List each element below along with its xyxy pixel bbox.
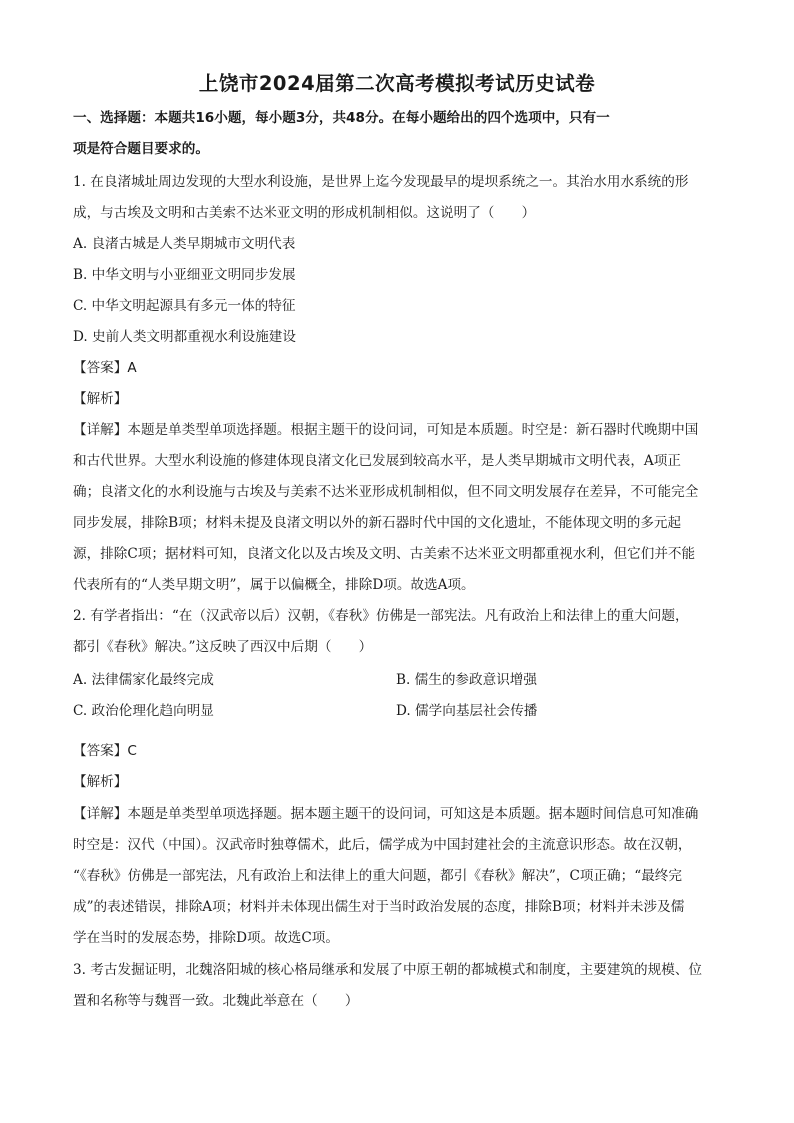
q1-option-c: C. 中华文明起源具有多元一体的特征 (73, 298, 296, 314)
q3-stem-line1: 3. 考古发掘证明，北魏洛阳城的核心格局继承和发展了中原王朝的都城模式和制度，主要建筑的规模、位 (73, 962, 703, 978)
q1-answer: 【答案】A (73, 360, 137, 376)
q2-stem-line2: 都引《春秋》解决。”这反映了西汉中后期（ ） (73, 639, 373, 655)
q2-option-a: A. 法律儒家化最终完成 (73, 672, 214, 688)
q2-detail-line: “《春秋》仿佛是一部宪法，凡有政治上和法律上的重大问题，都引《春秋》解决”，C项正确；“最终完 (73, 868, 682, 884)
q2-analysis-label: 【解析】 (73, 774, 128, 790)
q1-option-a: A. 良渚古城是人类早期城市文明代表 (73, 236, 296, 252)
q1-stem-line1: 1. 在良渚城址周边发现的大型水利设施，是世界上迄今发现最早的堤坝系统之一。其治水用水系统的形 (73, 174, 689, 190)
q1-option-b: B. 中华文明与小亚细亚文明同步发展 (73, 267, 296, 283)
q2-option-b: B. 儒生的参政意识增强 (396, 672, 537, 688)
page-title: 上饶市2024届第二次高考模拟考试历史试卷 (198, 72, 596, 95)
section-heading-line2: 项是符合题目要求的。 (73, 141, 209, 157)
q1-analysis-label: 【解析】 (73, 391, 128, 407)
q3-stem-line2: 置和名称等与魏晋一致。北魏此举意在（ ） (73, 993, 359, 1009)
q1-detail-line: 同步发展，排除B项；材料未提及良渚文明以外的新石器时代中国的文化遗址，不能体现文明的多元起 (73, 515, 682, 531)
q1-option-d: D. 史前人类文明都重视水利设施建设 (73, 329, 296, 345)
q2-detail-line: 成”的表述错误，排除A项；材料并未体现出儒生对于当时政治发展的态度，排除B项；材料并未涉及儒 (73, 899, 685, 915)
q2-detail-line: 【详解】本题是单类型单项选择题。据本题主题干的设问词，可知这是本质题。据本题时间信息可知准确 (73, 806, 699, 822)
q2-option-d: D. 儒学向基层社会传播 (396, 703, 538, 719)
q2-option-c: C. 政治伦理化趋向明显 (73, 703, 214, 719)
q2-detail-line: 学在当时的发展态势，排除D项。故选C项。 (73, 930, 339, 946)
q1-detail-line: 确；良渚文化的水利设施与古埃及与美索不达米亚形成机制相似，但不同文明发展存在差异，不可能完全 (73, 484, 699, 500)
q1-detail-line: 和古代世界。大型水利设施的修建体现良渚文化已发展到较高水平，是人类早期城市文明代表，A项正 (73, 453, 681, 469)
section-heading-line1: 一、选择题：本题共16小题，每小题3分，共48分。在每小题给出的四个选项中，只有一 (73, 110, 610, 126)
q1-detail-line: 源，排除C项；据材料可知，良渚文化以及古埃及文明、古美索不达米亚文明都重视水利，但它们并不能 (73, 546, 696, 562)
q1-detail-line: 【详解】本题是单类型单项选择题。根据主题干的设问词，可知是本质题。时空是：新石器时代晚期中国 (73, 422, 699, 438)
q1-stem-line2: 成，与古埃及文明和古美索不达米亚文明的形成机制相似。这说明了（ ） (73, 205, 536, 221)
q2-answer: 【答案】C (73, 743, 137, 759)
q2-stem-line1: 2. 有学者指出：“在（汉武帝以后）汉朝，《春秋》仿佛是一部宪法。凡有政治上和法律上的重大问题， (73, 608, 689, 624)
q2-detail-line: 时空是：汉代（中国）。汉武帝时独尊儒术，此后，儒学成为中国封建社会的主流意识形态。故在汉朝， (73, 837, 692, 853)
q1-detail-line: 代表所有的“人类早期文明”，属于以偏概全，排除D项。故选A项。 (73, 577, 475, 593)
